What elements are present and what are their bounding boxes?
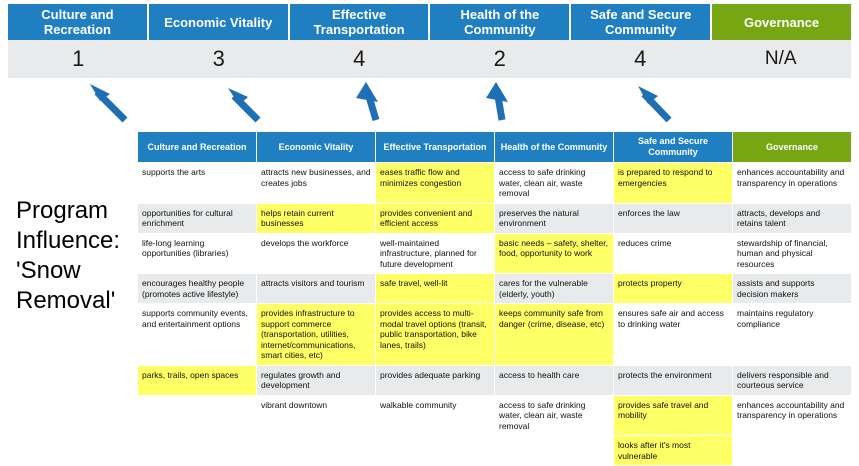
matrix-cell-r3-c3: cares for the vulnerable (elderly, youth): [495, 274, 614, 304]
score-row: [8, 40, 851, 78]
matrix-cell-r3-c5: assists and supports decision makers: [733, 274, 852, 304]
page-title: Program Influence: 'Snow Removal': [16, 197, 121, 314]
matrix-cell-r7-c4: looks after it's most vulnerable: [614, 436, 733, 466]
matrix-column-header-4: Safe and Secure Community: [614, 132, 733, 163]
matrix-cell-r4-c2: provides access to multi-modal travel options (transit, public transportation, bike lanes, trails): [376, 304, 495, 366]
goal-header-4: Safe and Secure Community: [571, 4, 712, 40]
matrix-cell-r2-c4: reduces crime: [614, 233, 733, 274]
matrix-cell-r0-c3: access to safe drinking water, clean air, waste removal: [495, 163, 614, 204]
matrix-cell-r5-c1: regulates growth and development: [257, 365, 376, 395]
matrix-cell-r1-c2: provides convenient and efficient access: [376, 203, 495, 233]
matrix-cell-r4-c5: maintains regulatory compliance: [733, 304, 852, 366]
matrix-cell-r5-c5: delivers responsible and courteous service: [733, 365, 852, 395]
goal-header-0: Culture and Recreation: [8, 4, 149, 40]
arrow-group: [0, 78, 859, 130]
goal-score-5: N/A: [764, 48, 797, 69]
table-row: [138, 203, 852, 233]
matrix-cell-r5-c2: provides adequate parking: [376, 365, 495, 395]
table-row: [138, 365, 852, 395]
strategic-goals-matrix: [137, 131, 852, 466]
matrix-cell-r4-c0: supports community events, and entertainment options: [138, 304, 257, 366]
matrix-cell-r1-c1: helps retain current businesses: [257, 203, 376, 233]
matrix-cell-r2-c1: develops the workforce: [257, 233, 376, 274]
matrix-cell-r4-c3: keeps community safe from danger (crime, disease, etc): [495, 304, 614, 366]
matrix-cell-r2-c3: basic needs – safety, shelter, food, opportunity to work: [495, 233, 614, 274]
matrix-cell-r3-c4: protects property: [614, 274, 733, 304]
table-row: [138, 274, 852, 304]
matrix-cell-r1-c5: attracts, develops and retains talent: [733, 203, 852, 233]
matrix-column-header-3: Health of the Community: [495, 132, 614, 163]
upward-arrow-head-4: [486, 82, 508, 102]
goal-score-2: 4: [353, 46, 366, 71]
matrix-cell-r1-c3: preserves the natural environment: [495, 203, 614, 233]
matrix-cell-r1-c0: opportunities for cultural enrichment: [138, 203, 257, 233]
matrix-cell-r7-c2: [376, 436, 495, 466]
matrix-header-row: [138, 132, 852, 163]
matrix-cell-r3-c2: safe travel, well-lit: [376, 274, 495, 304]
matrix-cell-r2-c5: stewardship of financial, human and physical resources: [733, 233, 852, 274]
matrix-cell-r0-c2: eases traffic flow and minimizes congestion: [376, 163, 495, 204]
matrix-cell-r6-c2: walkable community: [376, 395, 495, 436]
matrix-column-header-0: Culture and Recreation: [138, 132, 257, 163]
goal-score-0: 1: [72, 46, 85, 71]
matrix-cell-r0-c1: attracts new businesses, and creates jobs: [257, 163, 376, 204]
matrix-column-header-2: Effective Transportation: [376, 132, 495, 163]
matrix-cell-r6-c4: provides safe travel and mobility: [614, 395, 733, 436]
matrix-body: [138, 163, 852, 466]
matrix-cell-r3-c1: attracts visitors and tourism: [257, 274, 376, 304]
matrix-column-header-5: Governance: [733, 132, 852, 163]
matrix-cell-r3-c0: encourages healthy people (promotes active lifestyle): [138, 274, 257, 304]
goal-score-3: 2: [493, 46, 506, 71]
matrix-cell-r4-c1: provides infrastructure to support commerce (transportation, utilities, internet/communications, smart cities, etc): [257, 304, 376, 366]
goal-header-5: Governance: [712, 4, 851, 40]
matrix-cell-r6-c1: vibrant downtown: [257, 395, 376, 436]
matrix-cell-r0-c0: supports the arts: [138, 163, 257, 204]
matrix-cell-r7-c1: [257, 436, 376, 466]
goal-header-2: Effective Transportation: [290, 4, 431, 40]
goal-header-1: Economic Vitality: [149, 4, 290, 40]
matrix-cell-r6-c0: [138, 395, 257, 436]
table-row: [138, 233, 852, 274]
matrix-cell-r7-c3: [495, 436, 614, 466]
table-row: [138, 395, 852, 436]
matrix-column-header-1: Economic Vitality: [257, 132, 376, 163]
strategic-goals-header: [8, 4, 851, 40]
matrix-cell-r6-c5: enhances accountability and transparency in operations: [733, 395, 852, 436]
table-row: [138, 163, 852, 204]
matrix-cell-r7-c5: [733, 436, 852, 466]
goal-header-3: Health of the Community: [430, 4, 571, 40]
table-row: [138, 304, 852, 366]
upward-arrow-head-3: [356, 82, 378, 102]
table-row: [138, 436, 852, 466]
goal-score-4: 4: [634, 46, 647, 71]
matrix-cell-r1-c4: enforces the law: [614, 203, 733, 233]
matrix-cell-r5-c0: parks, trails, open spaces: [138, 365, 257, 395]
matrix-cell-r2-c0: life-long learning opportunities (libraries): [138, 233, 257, 274]
matrix-cell-r0-c4: is prepared to respond to emergencies: [614, 163, 733, 204]
matrix-cell-r7-c0: [138, 436, 257, 466]
matrix-cell-r5-c3: access to health care: [495, 365, 614, 395]
matrix-cell-r5-c4: protects the environment: [614, 365, 733, 395]
matrix-cell-r0-c5: enhances accountability and transparency in operations: [733, 163, 852, 204]
goal-score-1: 3: [212, 46, 225, 71]
matrix-cell-r6-c3: access to safe drinking water, clean air, waste removal: [495, 395, 614, 436]
matrix-cell-r2-c2: well-maintained infrastructure, planned for future development: [376, 233, 495, 274]
matrix-cell-r4-c4: ensures safe air and access to drinking water: [614, 304, 733, 366]
